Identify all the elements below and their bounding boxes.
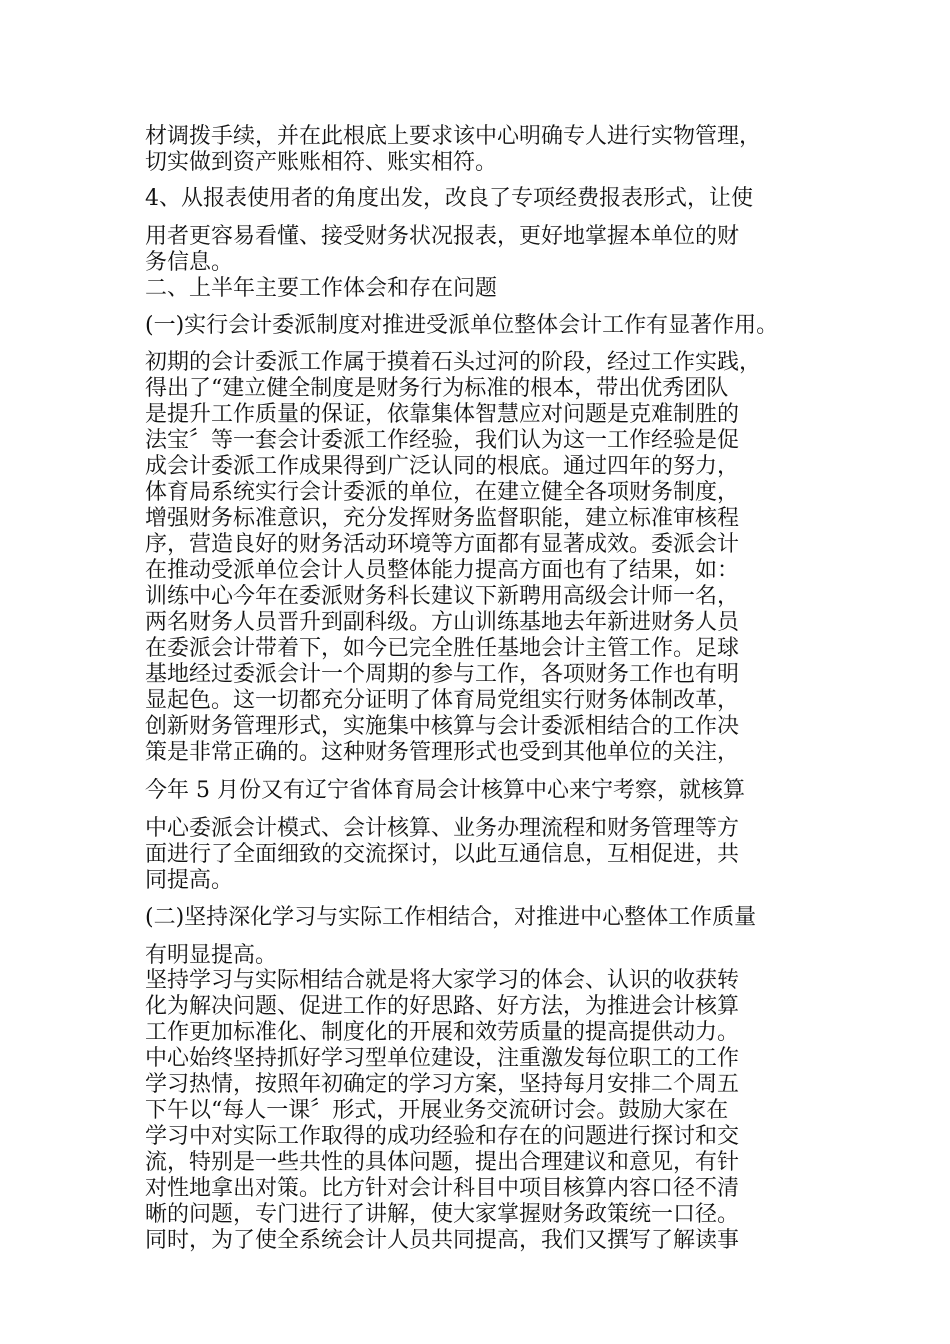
text-line: 中心始终坚持抓好学习型单位建设，注重激发每位职工的工作: [145, 1046, 740, 1071]
text-line: 中心委派会计模式、会计核算、业务办理流程和财务管理等方: [145, 816, 740, 841]
text-line: 面进行了全面细致的交流探讨，以此互通信息，互相促进，共: [145, 842, 740, 867]
text-line: 今年 5 月份又有辽宁省体育局会计核算中心来宁考察，就核算: [145, 778, 745, 803]
text-line: 得出了“建立健全制度是财务行为标准的根本，带出优秀团队: [145, 376, 729, 401]
text-line: 晰的问题，专门进行了讲解，使大家掌握财务政策统一口径。: [145, 1202, 740, 1227]
text-line: 流，特别是一些共性的具体问题，提出合理建议和意见，有针: [145, 1150, 740, 1175]
text-line: 务信息。: [145, 250, 234, 275]
text-line: 两名财务人员晋升到副科级。方山训练基地去年新进财务人员: [145, 610, 740, 635]
text-line: 成会计委派工作成果得到广泛认同的根底。通过四年的努力，: [145, 454, 740, 479]
text-line: 训练中心今年在委派财务科长建议下新聘用高级会计师一名，: [145, 584, 740, 609]
text-line: 创新财务管理形式，实施集中核算与会计委派相结合的工作决: [145, 714, 740, 739]
text-line: 初期的会计委派工作属于摸着石头过河的阶段，经过工作实践，: [145, 350, 762, 375]
text-line: 4、从报表使用者的角度出发，改良了专项经费报表形式，让使: [145, 186, 753, 211]
text-line: 增强财务标准意识，充分发挥财务监督职能，建立标准审核程: [145, 506, 740, 531]
text-line: 同时，为了使全系统会计人员共同提高，我们又撰写了解读事: [145, 1228, 740, 1253]
text-line: 工作更加标准化、制度化的开展和效劳质量的提高提供动力。: [145, 1020, 740, 1045]
text-line: 学习热情，按照年初确定的学习方案，坚持每月安排二个周五: [145, 1072, 740, 1097]
text-line: 法宝〞等一套会计委派工作经验，我们认为这一工作经验是促: [145, 428, 740, 453]
text-line: 基地经过委派会计一个周期的参与工作，各项财务工作也有明: [145, 662, 740, 687]
text-line: 用者更容易看懂、接受财务状况报表，更好地掌握本单位的财: [145, 224, 740, 249]
text-line: 对性地拿出对策。比方针对会计科目中项目核算内容口径不清: [145, 1176, 740, 1201]
text-line: 坚持学习与实际相结合就是将大家学习的体会、认识的收获转: [145, 968, 740, 993]
text-line: 同提高。: [145, 868, 234, 893]
text-line: 切实做到资产账账相符、账实相符。: [145, 150, 498, 175]
text-line: 在委派会计带着下，如今已完全胜任基地会计主管工作。足球: [145, 636, 740, 661]
text-line: 是提升工作质量的保证，依靠集体智慧应对问题是克难制胜的: [145, 402, 740, 427]
subsection-heading: (二)坚持深化学习与实际工作相结合，对推进中心整体工作质量: [145, 905, 757, 930]
section-heading: 二、上半年主要工作体会和存在问题: [145, 276, 498, 301]
text-line: 化为解决问题、促进工作的好思路、好方法，为推进会计核算: [145, 994, 740, 1019]
text-line: 序，营造良好的财务活动环境等方面都有显著成效。委派会计: [145, 532, 740, 557]
subsection-heading: (一)实行会计委派制度对推进受派单位整体会计工作有显著作用。: [145, 313, 779, 338]
text-line: 下午以“每人一课〞形式，开展业务交流研讨会。鼓励大家在: [145, 1098, 729, 1123]
text-line: 显起色。这一切都充分证明了体育局党组实行财务体制改革，: [145, 688, 740, 713]
text-line: 在推动受派单位会计人员整体能力提高方面也有了结果，如：: [145, 558, 740, 583]
text-line: 策是非常正确的。这种财务管理形式也受到其他单位的关注，: [145, 740, 740, 765]
text-line: 材调拨手续，并在此根底上要求该中心明确专人进行实物管理，: [145, 124, 762, 149]
text-line: 体育局系统实行会计委派的单位，在建立健全各项财务制度，: [145, 480, 740, 505]
text-line: 学习中对实际工作取得的成功经验和存在的问题进行探讨和交: [145, 1124, 740, 1149]
subsection-heading: 有明显提高。: [145, 943, 278, 968]
